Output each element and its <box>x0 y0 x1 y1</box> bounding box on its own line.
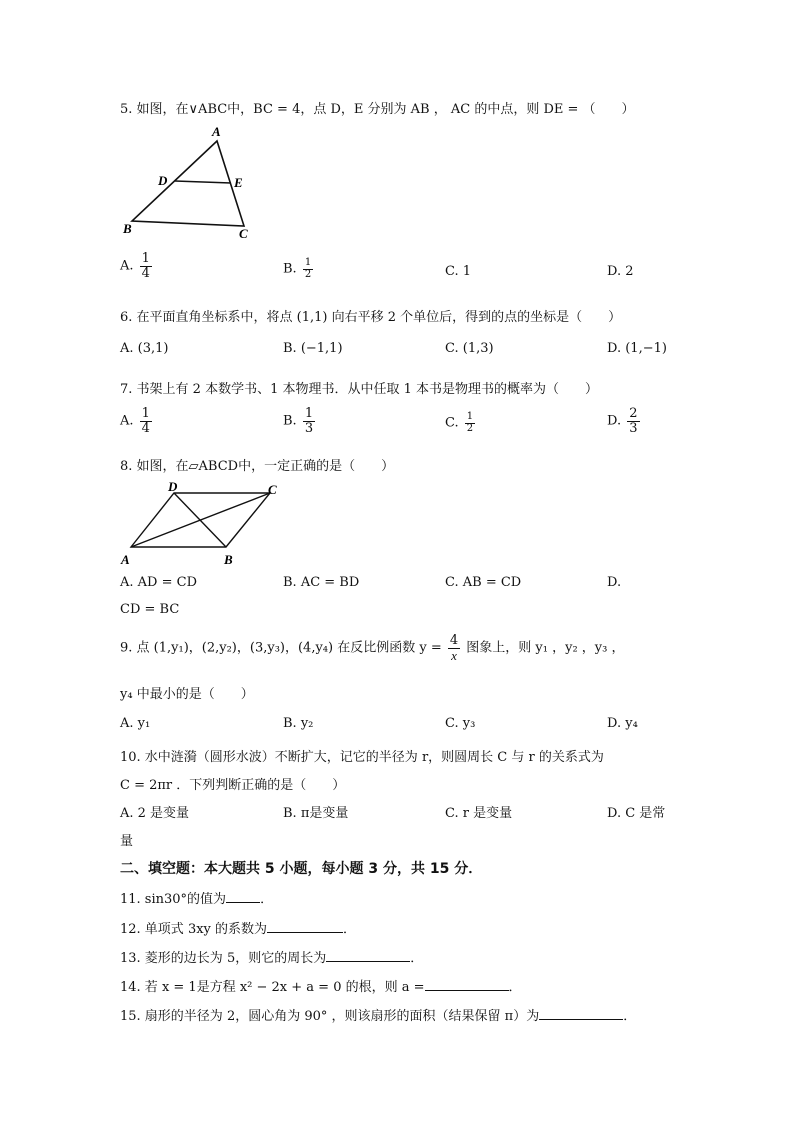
q7-stem: 7. 书架上有 2 本数学书、1 本物理书．从中任取 1 本书是物理书的概率为（ ） <box>120 382 599 397</box>
section-heading-fill-in: 二、填空题：本大题共 5 小题，每小题 3 分，共 15 分． <box>120 861 483 877</box>
answer-blank[interactable] <box>267 920 343 933</box>
fraction: $\frac{1}{2}$ <box>304 257 312 280</box>
q9-option-a[interactable]: A. y₁ <box>120 716 151 731</box>
q10-stem: 10. 水中涟漪（圆形水波）不断扩大，记它的半径为 r，则圆周长 C 与 r 的关系式为 <box>120 750 604 765</box>
q9-option-d[interactable]: D. y₄ <box>607 716 638 731</box>
q6-stem: 6. 在平面直角坐标系中，将点 (1,1) 向右平移 2 个单位后，得到的点的坐标是（ ） <box>120 310 622 325</box>
label-a: A <box>212 124 221 139</box>
fraction: $\frac{2}{3}$ <box>629 406 638 436</box>
q5-option-c[interactable]: C. 1 <box>445 264 472 279</box>
q11: 11. sin30°的值为 ． <box>120 892 274 907</box>
answer-blank[interactable] <box>326 949 410 962</box>
q5-triangle-figure <box>120 124 260 242</box>
diagonal-bd <box>174 493 226 547</box>
q8-option-a[interactable]: A. AD = CD <box>120 575 197 590</box>
q8-parallelogram-figure <box>118 478 288 570</box>
q9-stem-continued: y₄ 中最小的是（ ） <box>120 687 254 702</box>
q10-option-d-continued[interactable]: 量 <box>120 834 134 849</box>
q8-stem: 8. 如图，在▱ABCD中，一定正确的是（ ） <box>120 459 395 474</box>
q10-option-b[interactable]: B. π是变量 <box>283 806 349 821</box>
q10-stem-continued: C = 2πr ．下列判断正确的是（ ） <box>120 778 346 793</box>
q6-option-b[interactable]: B. (−1,1) <box>283 341 343 356</box>
q9-option-c[interactable]: C. y₃ <box>445 716 476 731</box>
q9-option-b[interactable]: B. y₂ <box>283 716 314 731</box>
q7-option-a[interactable]: A. $\frac{1}{4}$ <box>120 406 150 436</box>
segment-de <box>175 181 231 183</box>
q15: 15. 扇形的半径为 2，圆心角为 90° ，则该扇形的面积（结果保留 π）为 ． <box>120 1009 637 1024</box>
fraction: $\frac{1}{4}$ <box>141 406 150 436</box>
q10-option-a[interactable]: A. 2 是变量 <box>120 806 190 821</box>
answer-blank[interactable] <box>539 1007 623 1020</box>
label-b: B <box>123 221 132 236</box>
function-fraction: $\frac{4}{x}$ <box>449 633 459 663</box>
q14: 14. 若 x = 1是方程 x² − 2x + a = 0 的根，则 a = ． <box>120 980 522 995</box>
label-c: C <box>239 226 248 241</box>
q10-option-d[interactable]: D. C 是常 <box>607 806 666 821</box>
label-d: D <box>168 479 178 494</box>
q6-option-a[interactable]: A. (3,1) <box>120 341 169 356</box>
answer-blank[interactable] <box>425 978 509 991</box>
answer-blank[interactable] <box>226 890 260 903</box>
q8-option-d-continued[interactable]: CD = BC <box>120 602 180 617</box>
q12: 12. 单项式 3xy 的系数为 ． <box>120 922 357 937</box>
label-e: E <box>234 175 243 190</box>
fraction: $\frac{1}{2}$ <box>466 411 474 434</box>
q6-option-c[interactable]: C. (1,3) <box>445 341 494 356</box>
q8-option-c[interactable]: C. AB = CD <box>445 575 522 590</box>
q13: 13. 菱形的边长为 5，则它的周长为 ． <box>120 951 424 966</box>
q9-stem: 9. 点 (1,y₁)，(2,y₂)，(3,y₃)，(4,y₄) 在反比例函数 y = $\frac{4}{x}$ 图象上，则 y₁ ，y₂ ，y₃ ， <box>120 633 625 663</box>
label-a: A <box>121 552 130 567</box>
q10-option-c[interactable]: C. r 是变量 <box>445 806 513 821</box>
q7-option-c[interactable]: C. $\frac{1}{2}$ <box>445 411 474 434</box>
q6-option-d[interactable]: D. (1,−1) <box>607 341 667 356</box>
fraction: $\frac{1}{3}$ <box>304 406 314 436</box>
label-c: C <box>268 482 277 497</box>
q5-option-a[interactable]: A. $\frac{1}{4}$ <box>120 251 150 281</box>
q7-option-d[interactable]: D. $\frac{2}{3}$ <box>607 406 638 436</box>
q8-option-b[interactable]: B. AC = BD <box>283 575 360 590</box>
q5-option-d[interactable]: D. 2 <box>607 264 634 279</box>
q5-stem: 5. 如图，在∨ABC中，BC = 4，点 D，E 分别为 AB ， AC 的中点，则 DE = （ ） <box>120 102 635 117</box>
q7-option-b[interactable]: B. $\frac{1}{3}$ <box>283 406 314 436</box>
q8-option-d[interactable]: D. <box>607 575 622 590</box>
fraction: $\frac{1}{4}$ <box>141 251 150 281</box>
label-d: D <box>158 173 168 188</box>
q5-option-b[interactable]: B. $\frac{1}{2}$ <box>283 257 312 280</box>
label-b: B <box>224 552 233 567</box>
